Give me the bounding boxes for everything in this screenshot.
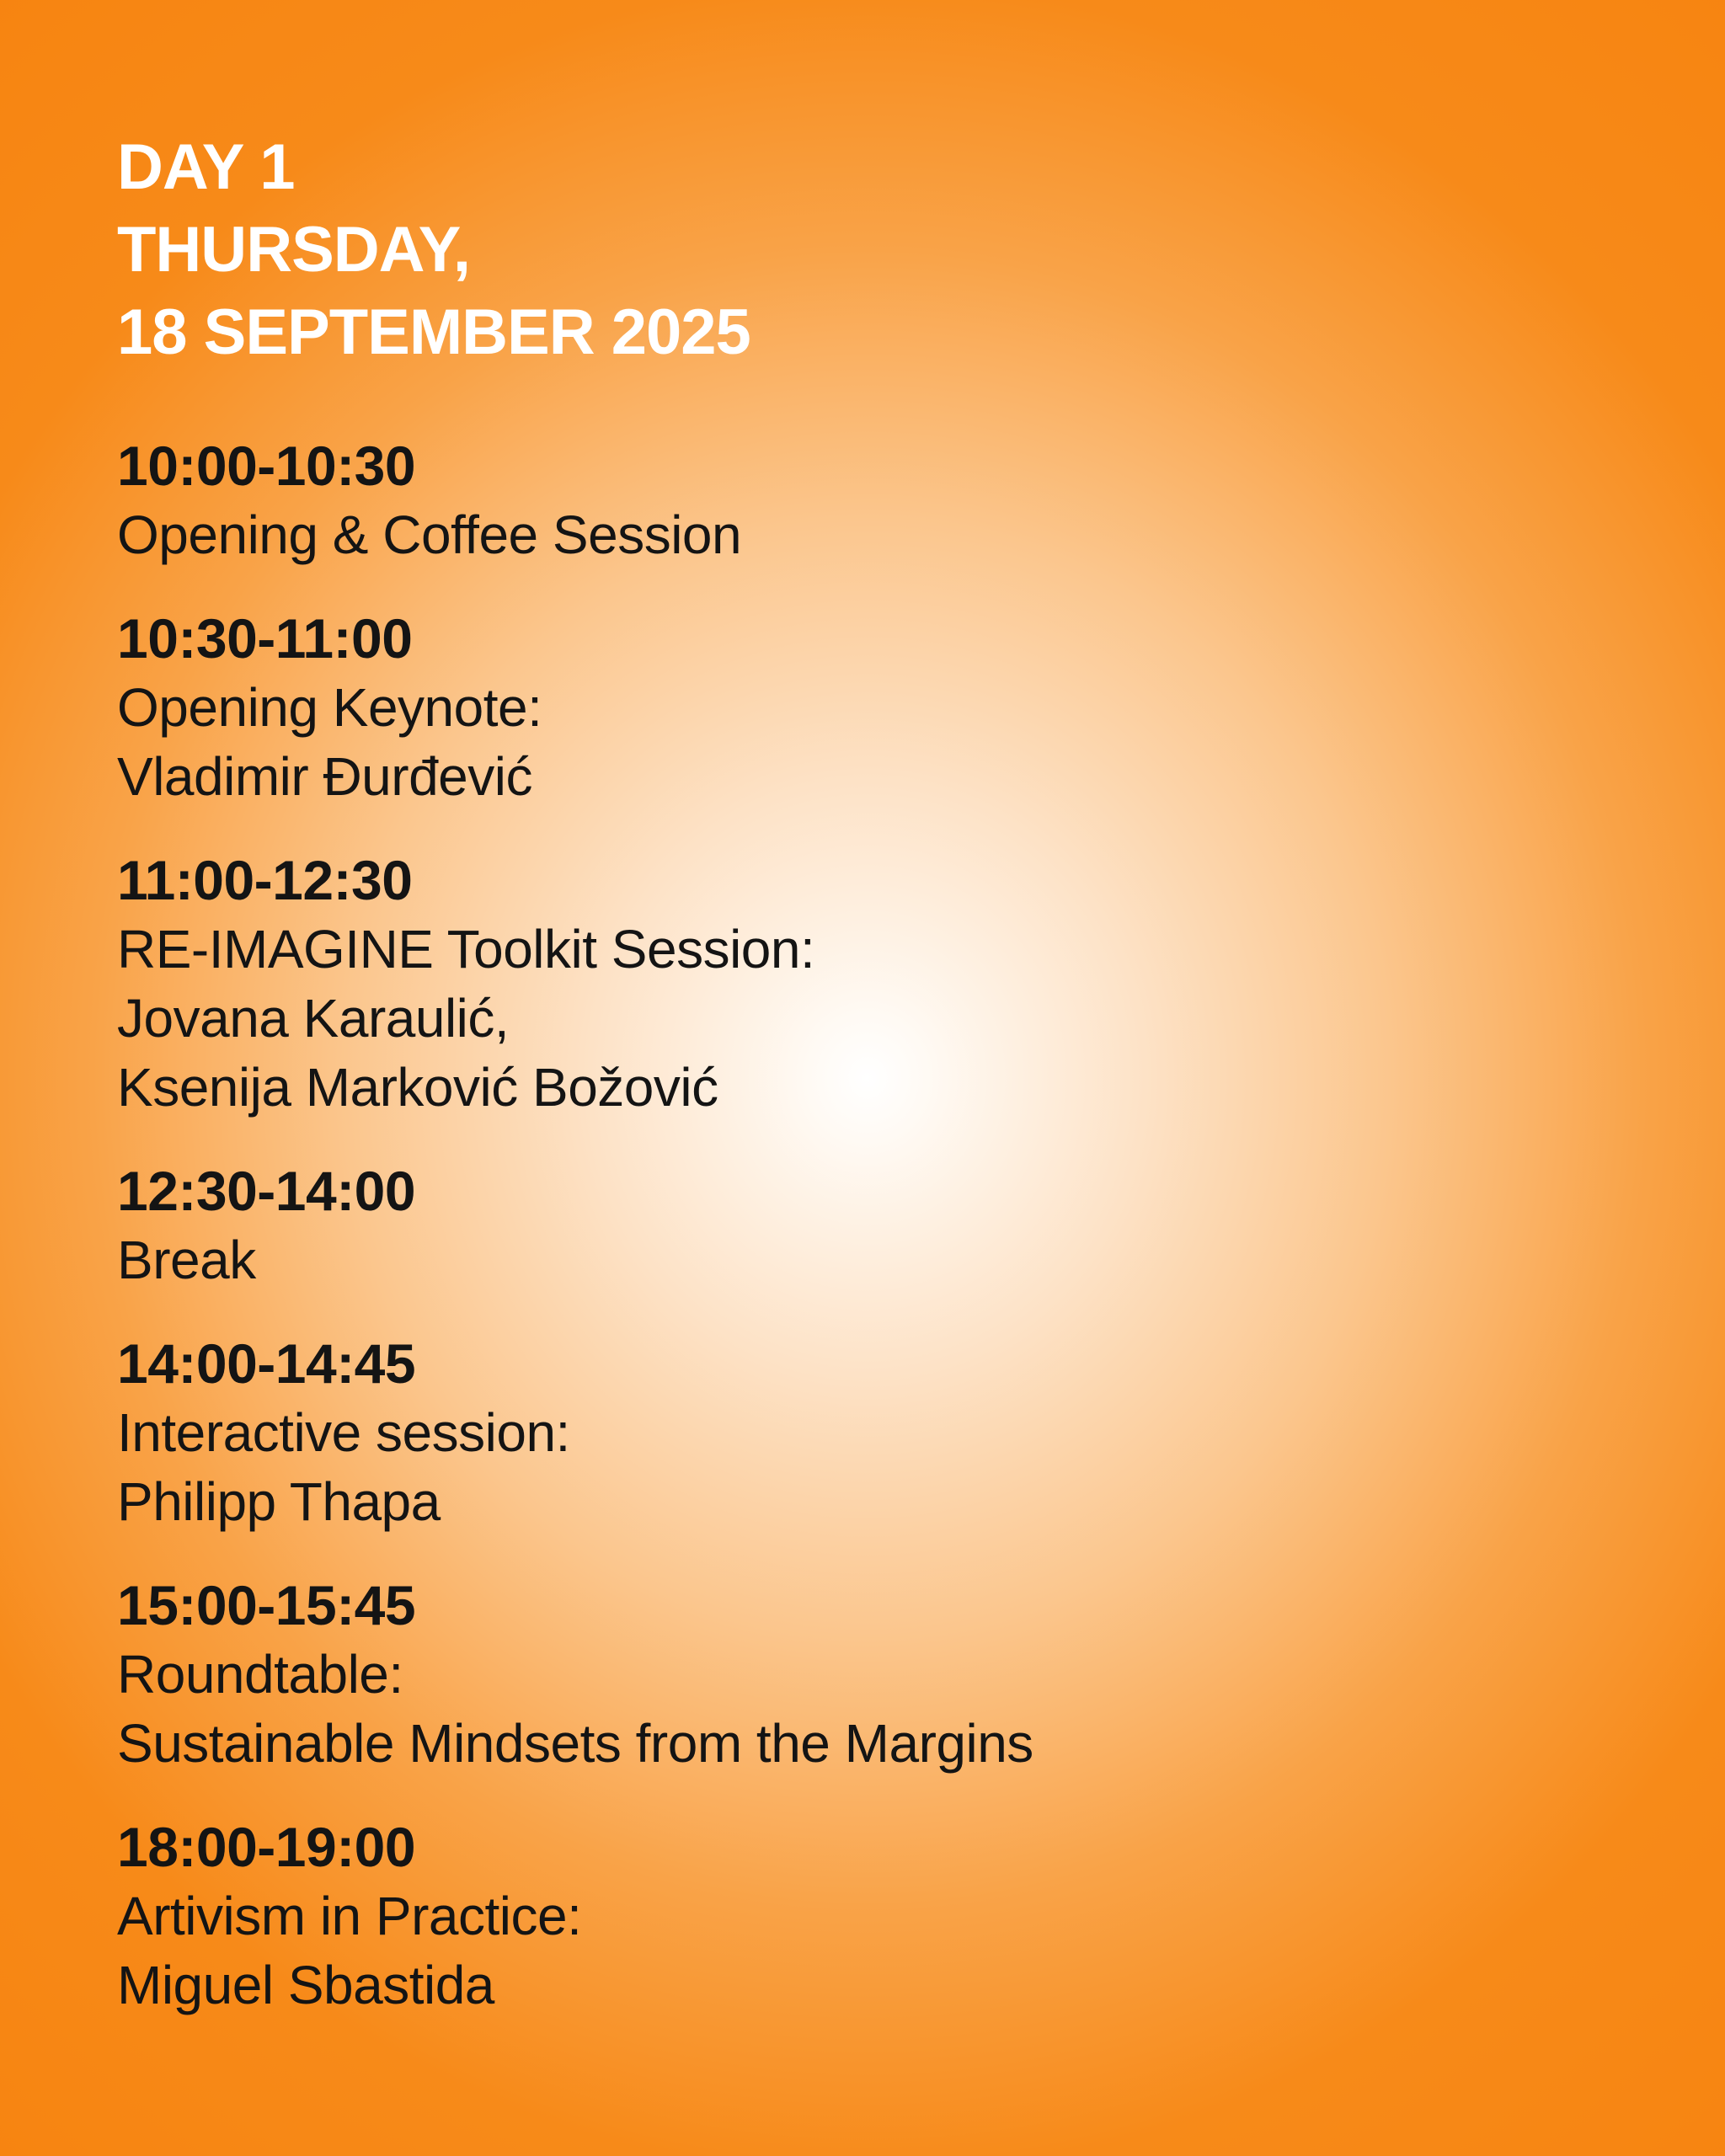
event-time: 14:00-14:45 [117,1332,416,1395]
event-title: Interactive session: [117,1402,570,1463]
day-header [117,126,1633,374]
event-title: Artivism in Practice: [117,1886,582,1946]
event-speaker: Miguel Sbastida [117,1955,494,2015]
event-speaker: Philipp Thapa [117,1471,441,1532]
poster [117,126,1633,2054]
event-title: Roundtable: [117,1644,403,1705]
event-speaker: Ksenija Marković Božović [117,1057,718,1118]
day-label: DAY 1 [117,131,295,203]
schedule-item [117,1812,1633,2020]
schedule-item [117,1329,1633,1536]
event-time: 10:30-11:00 [117,607,413,670]
event-time: 11:00-12:30 [117,849,413,911]
schedule-list [117,431,1633,2020]
schedule-item [117,1571,1633,1778]
schedule-item [117,431,1633,569]
event-time: 15:00-15:45 [117,1574,416,1636]
schedule-item [117,604,1633,811]
event-time: 18:00-19:00 [117,1816,416,1878]
event-title: RE-IMAGINE Toolkit Session: [117,919,815,979]
event-speaker: Vladimir Đurđević [117,746,532,807]
event-time: 12:30-14:00 [117,1160,416,1222]
event-title: Opening Keynote: [117,677,542,738]
event-speaker: Jovana Karaulić, [117,988,510,1049]
event-title: Opening & Coffee Session [117,504,742,565]
event-time: 10:00-10:30 [117,435,416,497]
date-label: 18 SEPTEMBER 2025 [117,296,750,368]
event-title: Break [117,1230,256,1290]
event-subtitle: Sustainable Mindsets from the Margins [117,1713,1033,1774]
schedule-item [117,1156,1633,1294]
weekday-label: THURSDAY, [117,214,470,286]
schedule-item [117,846,1633,1122]
